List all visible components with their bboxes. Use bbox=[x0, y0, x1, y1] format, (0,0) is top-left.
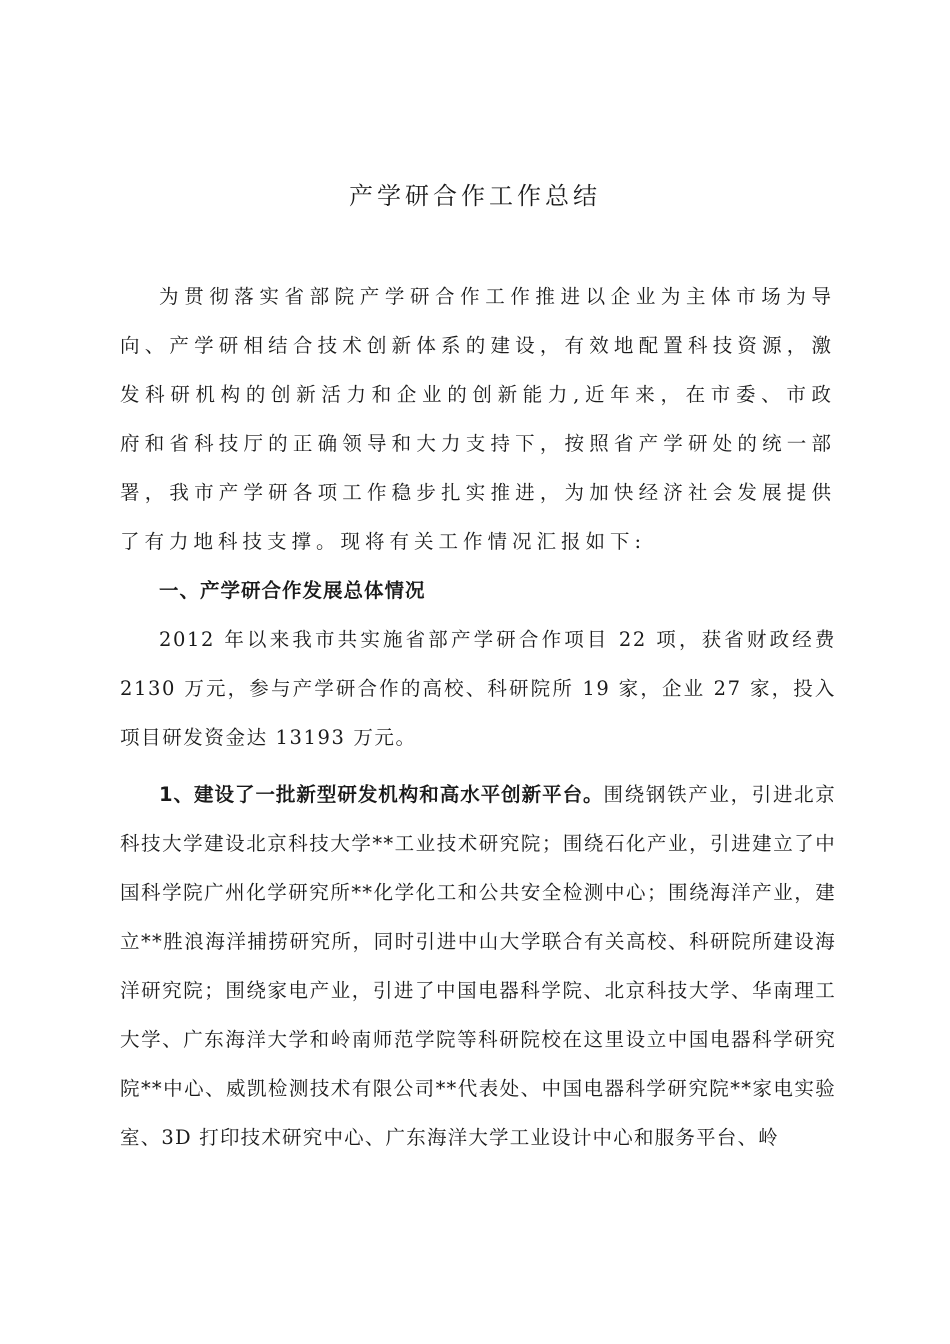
point-one-lead: 1、建设了一批新型研发机构和高水平创新平台。 bbox=[159, 783, 604, 806]
point-one-paragraph bbox=[120, 770, 836, 1162]
paragraph-gap bbox=[120, 762, 836, 770]
document-title: 产学研合作工作总结 bbox=[349, 182, 601, 210]
document-body bbox=[120, 272, 836, 1162]
intro-paragraph: 为贯彻落实省部院产学研合作工作推进以企业为主体市场为导向、产学研相结合技术创新体系的建设，有效地配置科技资源，激发科研机构的创新活力和企业的创新能力,近年来，在市委、市政府和省科技厅的正确领导和大力支持下，按照省产学研处的统一部署，我市产学研各项工作稳步扎实推进，为加快经济社会发展提供了有力地科技支撑。现将有关工作情况汇报如下: bbox=[120, 285, 836, 553]
section-heading-overall: 一、产学研合作发展总体情况 bbox=[159, 579, 426, 602]
point-one-text: 围绕钢铁产业，引进北京科技大学建设北京科技大学**工业技术研究院；围绕石化产业，引进建立了中国科学院广州化学研究所**化学化工和公共安全检测中心；围绕海洋产业，建立**胜浪海洋捕捞研究所，同时引进中山大学联合有关高校、科研院所建设海洋研究院；围绕家电产业，引进了中国电器科学院、北京科技大学、华南理工大学、广东海洋大学和岭南师范学院等科研院校在这里设立中国电器科学研究院**中心、威凯检测技术有限公司**代表处、中国电器科学研究院**家电实验室、3D 打印技术研究中心、广东海洋大学工业设计中心和服务平台、岭 bbox=[120, 783, 837, 1149]
summary-paragraph: 2012 年以来我市共实施省部产学研合作项目 22 项，获省财政经费 2130 万元，参与产学研合作的高校、科研院所 19 家，企业 27 家，投入项目研发资金达 13193 万元。 bbox=[120, 628, 836, 749]
